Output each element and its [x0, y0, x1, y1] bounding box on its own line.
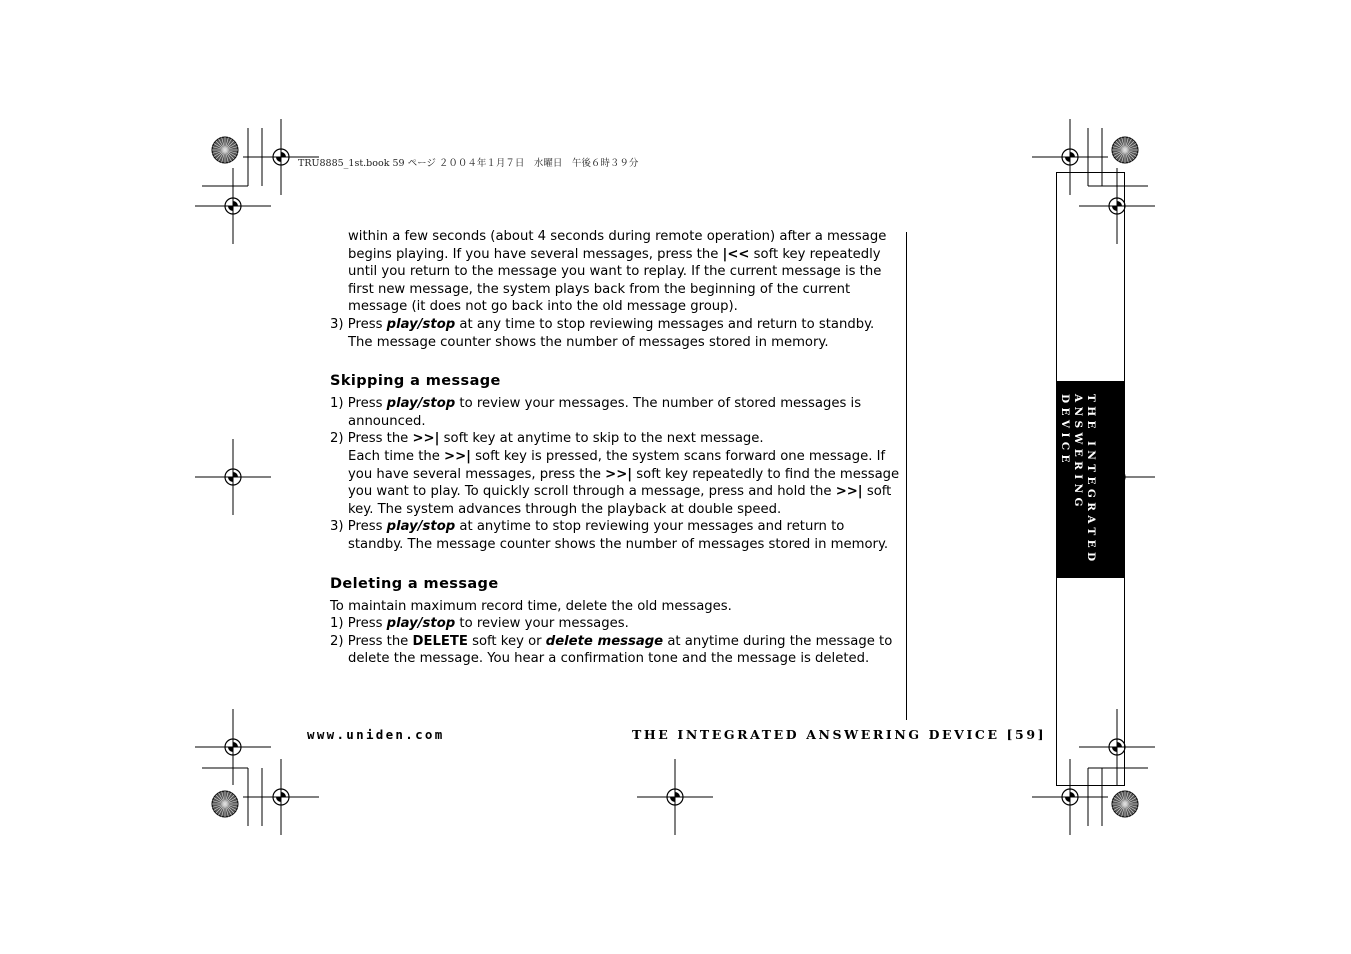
registration-mark-fill	[228, 472, 238, 482]
print-slug: TRU8885_1st.book 59 ページ ２００４年１月７日 水曜日 午後６時３９分	[298, 158, 639, 169]
skip-key: >>|	[444, 448, 471, 464]
registration-mark-fill	[276, 152, 286, 162]
skipping-step-2-detail: Each time the >>| soft key is pressed, the system scans forward one message. If you have several messages, press the >>| soft key repeatedly to find the message you want to play. To quickly scroll through a message, press and hold the >>| soft key. The system advances through the playback at double speed.	[348, 448, 900, 517]
page-number: [59]	[1006, 727, 1047, 742]
registration-mark-fill	[228, 201, 238, 211]
footer-website: www.uniden.com	[307, 727, 445, 742]
registration-mark-fill	[228, 742, 238, 752]
delete-message-key: delete message	[545, 633, 664, 649]
column-divider	[906, 232, 907, 720]
skip-key: >>|	[605, 466, 633, 482]
skip-key: >>|	[835, 484, 863, 500]
registration-mark-fill	[276, 792, 286, 802]
footer-section-title: THE INTEGRATED ANSWERING DEVICE [59]	[632, 727, 1047, 742]
skipping-heading: Skipping a message	[330, 373, 501, 390]
registration-mark-fill	[1065, 152, 1075, 162]
play-stop-key: play/stop	[386, 316, 456, 332]
deleting-step-1: 1) Press play/stop to review your messages.	[330, 616, 629, 632]
deleting-heading: Deleting a message	[330, 575, 499, 592]
play-stop-key: play/stop	[386, 616, 456, 632]
side-tab-label: THE INTEGRATED ANSWERING DEVICE	[1059, 394, 1097, 566]
intro-continuation: within a few seconds (about 4 seconds during remote operation) after a message begins playing. If you have several messages, press the |<< soft key repeatedly until you return to the message you want to replay. If the current message is the first new message, the system plays back from the beginning of the current message (it does not go back into the old message group).	[348, 229, 887, 315]
skip-key: >>|	[412, 431, 440, 447]
body-content	[330, 228, 900, 668]
play-stop-key: play/stop	[386, 519, 456, 535]
deleting-intro: To maintain maximum record time, delete the old messages.	[330, 598, 732, 614]
skipping-step-3: 3) Press play/stop at anytime to stop reviewing your messages and return to standby. The message counter shows the number of messages stored in memory.	[330, 519, 889, 552]
deleting-step-2: 2) Press the DELETE soft key or delete message at anytime during the message to delete the message. You hear a confirmation tone and the message is deleted.	[330, 633, 893, 667]
intro-step-3: 3) Press play/stop at any time to stop reviewing messages and return to standby. The message counter shows the number of messages stored in memory.	[330, 316, 875, 350]
skipping-step-1: 1) Press play/stop to review your messages. The number of stored messages is announced.	[330, 396, 862, 429]
registration-mark-fill	[670, 792, 680, 802]
delete-key: DELETE	[412, 633, 468, 649]
registration-mark-fill	[1065, 792, 1075, 802]
play-stop-key: play/stop	[386, 396, 456, 412]
skipping-step-2: 2) Press the >>| soft key at anytime to skip to the next message.	[330, 431, 764, 447]
rewind-key: |<<	[722, 246, 750, 262]
